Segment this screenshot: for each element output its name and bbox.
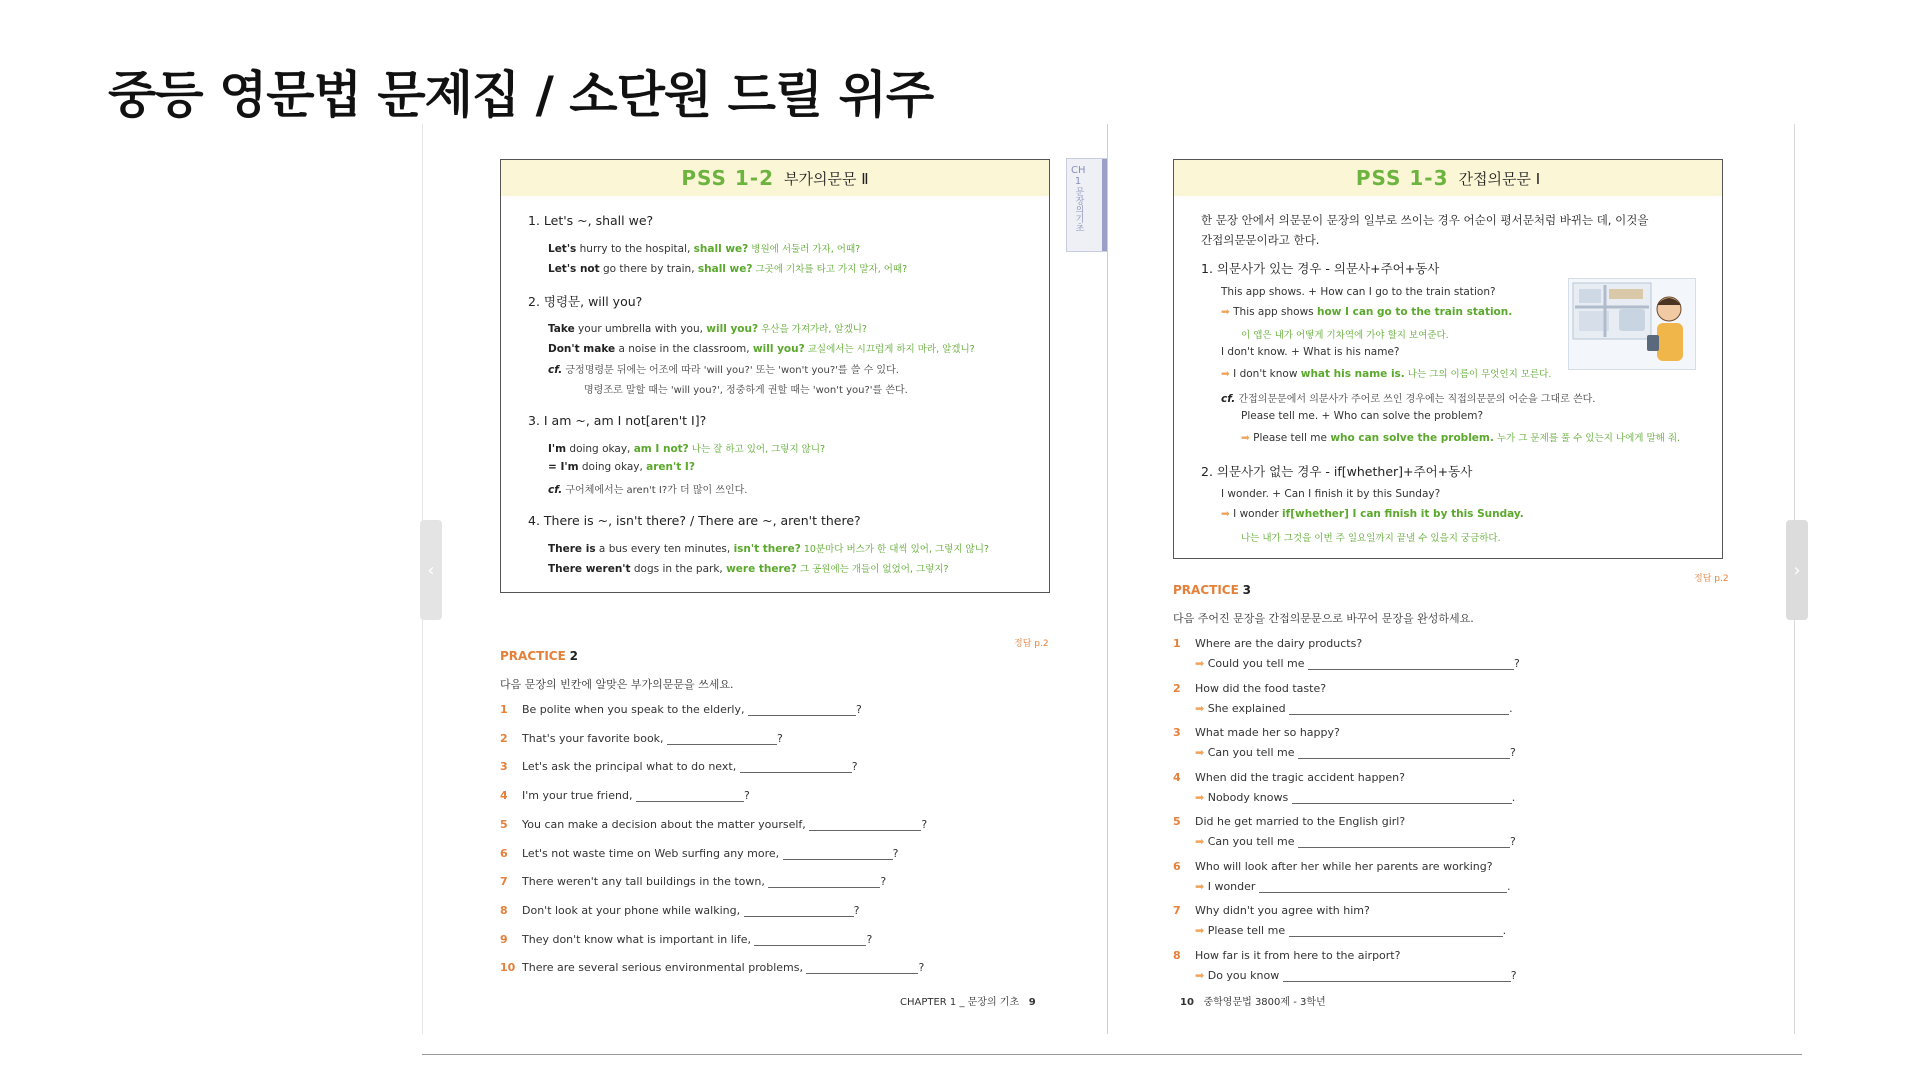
practice-item [500, 961, 924, 974]
practice-question [1173, 637, 1362, 650]
item-end: . [1502, 924, 1507, 937]
item-number: 1 [500, 703, 508, 716]
item-question: Did he get married to the English girl? [1195, 815, 1406, 828]
answer-lead: Can you tell me [1207, 746, 1295, 759]
practice-instruction: 다음 주어진 문장을 간접의문문으로 바꾸어 문장을 완성하세요. [1173, 612, 1474, 625]
item-question: Why didn't you agree with him? [1195, 904, 1370, 917]
item-end: ? [1514, 657, 1520, 670]
item-end: ? [880, 875, 887, 889]
item-number: 8 [500, 903, 508, 917]
item-end: ? [892, 846, 899, 860]
box-header [501, 160, 1049, 196]
item-number: 4 [500, 789, 508, 803]
item-number: 2 [1173, 681, 1181, 695]
note-line: cf. 구어체에서는 aren't I?가 더 많이 쓰인다. [548, 484, 748, 496]
answer-lead: She explained [1207, 701, 1286, 715]
example-line: ➡ I don't know what his name is. 나는 그의 이름이 무엇인지 모른다. [1221, 368, 1552, 380]
example-line: I wonder. + Can I finish it by this Sunday? [1221, 488, 1441, 500]
item-question: Who will look after her while her parents are working? [1195, 859, 1493, 873]
box-title: 부가의문문 Ⅱ [784, 169, 869, 188]
practice-answer-line [1195, 969, 1517, 982]
practice-answer-line [1195, 924, 1506, 937]
answer-blank[interactable] [1289, 702, 1509, 715]
practice-heading: PRACTICE 3 [1173, 583, 1251, 597]
item-number: 4 [1173, 770, 1181, 784]
item-number: 2 [500, 731, 508, 745]
section-heading: 3. I am ~, am I not[aren't I]? [528, 413, 707, 428]
note-line: cf. 간접의문문에서 의문사가 주어로 쓰인 경우에는 직접의문문의 어순을 그대로 쓴다. [1221, 393, 1596, 405]
example-line: Don't make a noise in the classroom, will you? 교실에서는 시끄럽게 하지 마라, 알겠니? [548, 343, 975, 355]
practice-item [500, 732, 783, 745]
answer-blank[interactable] [768, 875, 880, 888]
intro-text: 간접의문문이라고 한다. [1201, 233, 1320, 247]
book-gutter [1107, 124, 1108, 1034]
example-line: I'm doing okay, am I not? 나는 잘 하고 있어, 그렇지 않니? [548, 443, 826, 455]
answer-blank[interactable] [744, 904, 854, 917]
answer-lead: Do you know [1207, 968, 1280, 982]
example-line: Please tell me. + Who can solve the problem? [1241, 410, 1484, 422]
chapter-tab-ch: CH [1071, 165, 1086, 176]
item-end: ? [851, 760, 858, 774]
practice-question [1173, 860, 1493, 873]
item-number: 6 [500, 846, 508, 860]
item-number: 3 [1173, 726, 1181, 739]
item-end: ? [853, 903, 860, 917]
practice-answer-line [1195, 835, 1516, 848]
item-text: Let's not waste time on Web surfing any more, [522, 846, 780, 860]
section-heading: 2. 명령문, will you? [528, 294, 643, 309]
prev-page-button[interactable] [420, 520, 442, 620]
arrow-icon: ➡ [1195, 746, 1208, 759]
item-text: There are several serious environmental problems, [522, 961, 803, 975]
answer-blank[interactable] [740, 760, 852, 773]
item-question: How far is it from here to the airport? [1195, 948, 1401, 962]
viewer-baseline [422, 1054, 1802, 1055]
practice-item [500, 875, 886, 888]
practice-item [500, 904, 859, 917]
chevron-left-icon: ‹ [427, 559, 435, 581]
item-number: 5 [1173, 815, 1181, 828]
arrow-icon: ➡ [1195, 879, 1208, 893]
item-end: ? [1510, 835, 1516, 848]
arrow-icon: ➡ [1195, 701, 1208, 715]
item-number: 10 [500, 961, 516, 975]
intro-text: 한 문장 안에서 의문문이 문장의 일부로 쓰이는 경우 어순이 평서문처럼 바뀌는 데, 이것을 [1201, 213, 1649, 227]
practice-question [1173, 771, 1405, 784]
item-text: You can make a decision about the matter yourself, [522, 817, 806, 831]
item-number: 7 [1173, 904, 1181, 917]
answer-blank[interactable] [783, 847, 893, 860]
practice-question [1173, 682, 1326, 695]
item-text: Don't look at your phone while walking, [522, 903, 741, 917]
chapter-tab [1066, 158, 1108, 252]
item-text: Let's ask the principal what to do next, [522, 760, 737, 774]
item-text: They don't know what is important in life, [522, 932, 751, 946]
example-line: = I'm doing okay, aren't I? [548, 461, 695, 473]
item-question: What made her so happy? [1195, 726, 1340, 739]
box-code: PSS 1-2 [681, 166, 775, 190]
item-end: ? [918, 961, 925, 975]
item-number: 8 [1173, 948, 1181, 962]
next-page-button[interactable] [1786, 520, 1808, 620]
practice-item [500, 703, 862, 716]
item-number: 6 [1173, 859, 1181, 873]
note-line: 명령조로 말할 때는 'will you?', 정중하게 권할 때는 'won't you?'를 쓴다. [584, 385, 908, 396]
answer-lead: Can you tell me [1207, 835, 1295, 848]
answer-blank[interactable] [1259, 880, 1507, 893]
example-line: ➡ I wonder if[whether] I can finish it by this Sunday. [1221, 508, 1524, 520]
item-number: 3 [500, 760, 508, 774]
note-line: cf. 긍정명령문 뒤에는 어조에 따라 'will you?' 또는 'won't you?'를 쓸 수 있다. [548, 364, 899, 376]
page-footer: 10 중학영문법 3800제 - 3학년 [1180, 997, 1326, 1008]
item-text: There weren't any tall buildings in the town, [522, 875, 765, 889]
answer-reference: 정답 p.2 [1694, 574, 1729, 584]
example-line: There is a bus every ten minutes, isn't there? 10분마다 버스가 한 대씩 있어, 그렇지 않니? [548, 543, 989, 555]
answer-blank[interactable] [667, 732, 777, 745]
answer-blank[interactable] [1298, 835, 1510, 848]
page-footer: CHAPTER 1 _ 문장의 기초 9 [900, 997, 1036, 1008]
item-text: Be polite when you speak to the elderly, [522, 703, 745, 716]
example-line: There weren't dogs in the park, were there? 그 공원에는 개들이 없었어, 그렇지? [548, 563, 949, 575]
answer-lead: I wonder [1207, 879, 1256, 893]
practice-answer-line [1195, 702, 1513, 715]
answer-blank[interactable] [754, 933, 866, 946]
answer-blank[interactable] [1289, 924, 1503, 937]
chapter-tab-label: 문장의기초 [1073, 187, 1084, 232]
box-code: PSS 1-3 [1355, 166, 1449, 190]
translation-line: 나는 내가 그것을 이번 주 일요일까지 끝낼 수 있을지 궁금하다. [1241, 533, 1501, 544]
item-question: Where are the dairy products? [1195, 637, 1363, 650]
item-end: ? [777, 731, 783, 745]
arrow-icon: ➡ [1195, 968, 1208, 982]
practice-heading: PRACTICE 2 [500, 649, 578, 663]
item-end: ? [866, 932, 873, 946]
section-heading: 1. 의문사가 있는 경우 - 의문사+주어+동사 [1201, 261, 1440, 276]
practice-item [500, 789, 750, 802]
item-end: . [1509, 701, 1513, 715]
map-person-illustration [1569, 279, 1695, 369]
practice-item [500, 818, 927, 831]
practice-item [500, 847, 899, 860]
arrow-icon: ➡ [1195, 657, 1208, 670]
item-end: ? [921, 817, 928, 831]
chapter-tab-bar [1102, 159, 1107, 251]
practice-answer-line [1195, 657, 1520, 670]
box-header [1174, 160, 1722, 196]
practice-answer-line [1195, 746, 1516, 759]
answer-blank[interactable] [748, 703, 856, 716]
answer-blank[interactable] [1292, 791, 1512, 804]
item-end: . [1511, 790, 1516, 804]
chevron-right-icon: › [1793, 559, 1801, 581]
example-line: This app shows. + How can I go to the train station? [1221, 286, 1496, 298]
section-heading: 2. 의문사가 없는 경우 - if[whether]+주어+동사 [1201, 464, 1473, 479]
chapter-tab-num: 1 [1074, 176, 1082, 187]
example-line: Take your umbrella with you, will you? 우산을 가져가라, 알겠니? [548, 323, 867, 335]
answer-blank[interactable] [809, 818, 921, 831]
item-number: 9 [500, 932, 508, 946]
answer-blank[interactable] [1308, 657, 1514, 670]
answer-lead: Nobody knows [1207, 790, 1289, 804]
arrow-icon: ➡ [1195, 790, 1208, 804]
section-heading: 4. There is ~, isn't there? / There are ~, aren't there? [528, 513, 861, 528]
item-end: ? [1510, 746, 1516, 759]
practice-instruction: 다음 문장의 빈칸에 알맞은 부가의문문을 쓰세요. [500, 678, 734, 691]
translation-line: 이 앱은 내가 어떻게 기차역에 가야 할지 보여준다. [1241, 330, 1449, 341]
app-map-illustration [1568, 278, 1696, 370]
item-number: 1 [1173, 637, 1181, 650]
example-line: Let's hurry to the hospital, shall we? 병원에 서둘러 가자, 어때? [548, 243, 861, 255]
practice-question [1173, 904, 1370, 917]
item-text: I'm your true friend, [522, 789, 633, 803]
example-line: I don't know. + What is his name? [1221, 346, 1400, 358]
answer-reference: 정답 p.2 [1014, 639, 1049, 649]
practice-item [500, 933, 872, 946]
answer-blank[interactable] [806, 961, 918, 974]
example-line: ➡ This app shows how I can go to the train station. [1221, 306, 1513, 318]
item-end: ? [1510, 968, 1517, 982]
answer-blank[interactable] [636, 789, 744, 802]
practice-question [1173, 815, 1405, 828]
answer-lead: Please tell me [1207, 924, 1286, 937]
slide-title: 중등 영문법 문제집 / 소단원 드릴 위주 [108, 66, 934, 124]
example-line: ➡ Please tell me who can solve the problem. 누가 그 문제를 풀 수 있는지 나에게 말해 줘. [1241, 432, 1681, 444]
box-title: 간접의문문 Ⅰ [1458, 169, 1541, 188]
practice-question [1173, 949, 1400, 962]
practice-answer-line [1195, 880, 1510, 893]
practice-question [1173, 726, 1340, 739]
answer-blank[interactable] [1283, 969, 1511, 982]
item-question: How did the food taste? [1195, 681, 1327, 695]
item-end: ? [855, 703, 862, 716]
section-heading: 1. Let's ~, shall we? [528, 213, 654, 228]
answer-lead: Could you tell me [1207, 657, 1305, 670]
practice-answer-line [1195, 791, 1515, 804]
item-number: 5 [500, 817, 508, 831]
example-line: Let's not go there by train, shall we? 그곳에 기차를 타고 가지 말자, 어때? [548, 263, 908, 275]
arrow-icon: ➡ [1195, 924, 1208, 937]
practice-item [500, 760, 858, 773]
item-question: When did the tragic accident happen? [1195, 770, 1405, 784]
answer-blank[interactable] [1298, 746, 1510, 759]
item-number: 7 [500, 875, 508, 889]
item-end: ? [743, 789, 750, 803]
arrow-icon: ➡ [1195, 835, 1208, 848]
item-text: That's your favorite book, [522, 731, 664, 745]
item-end: . [1506, 879, 1511, 893]
